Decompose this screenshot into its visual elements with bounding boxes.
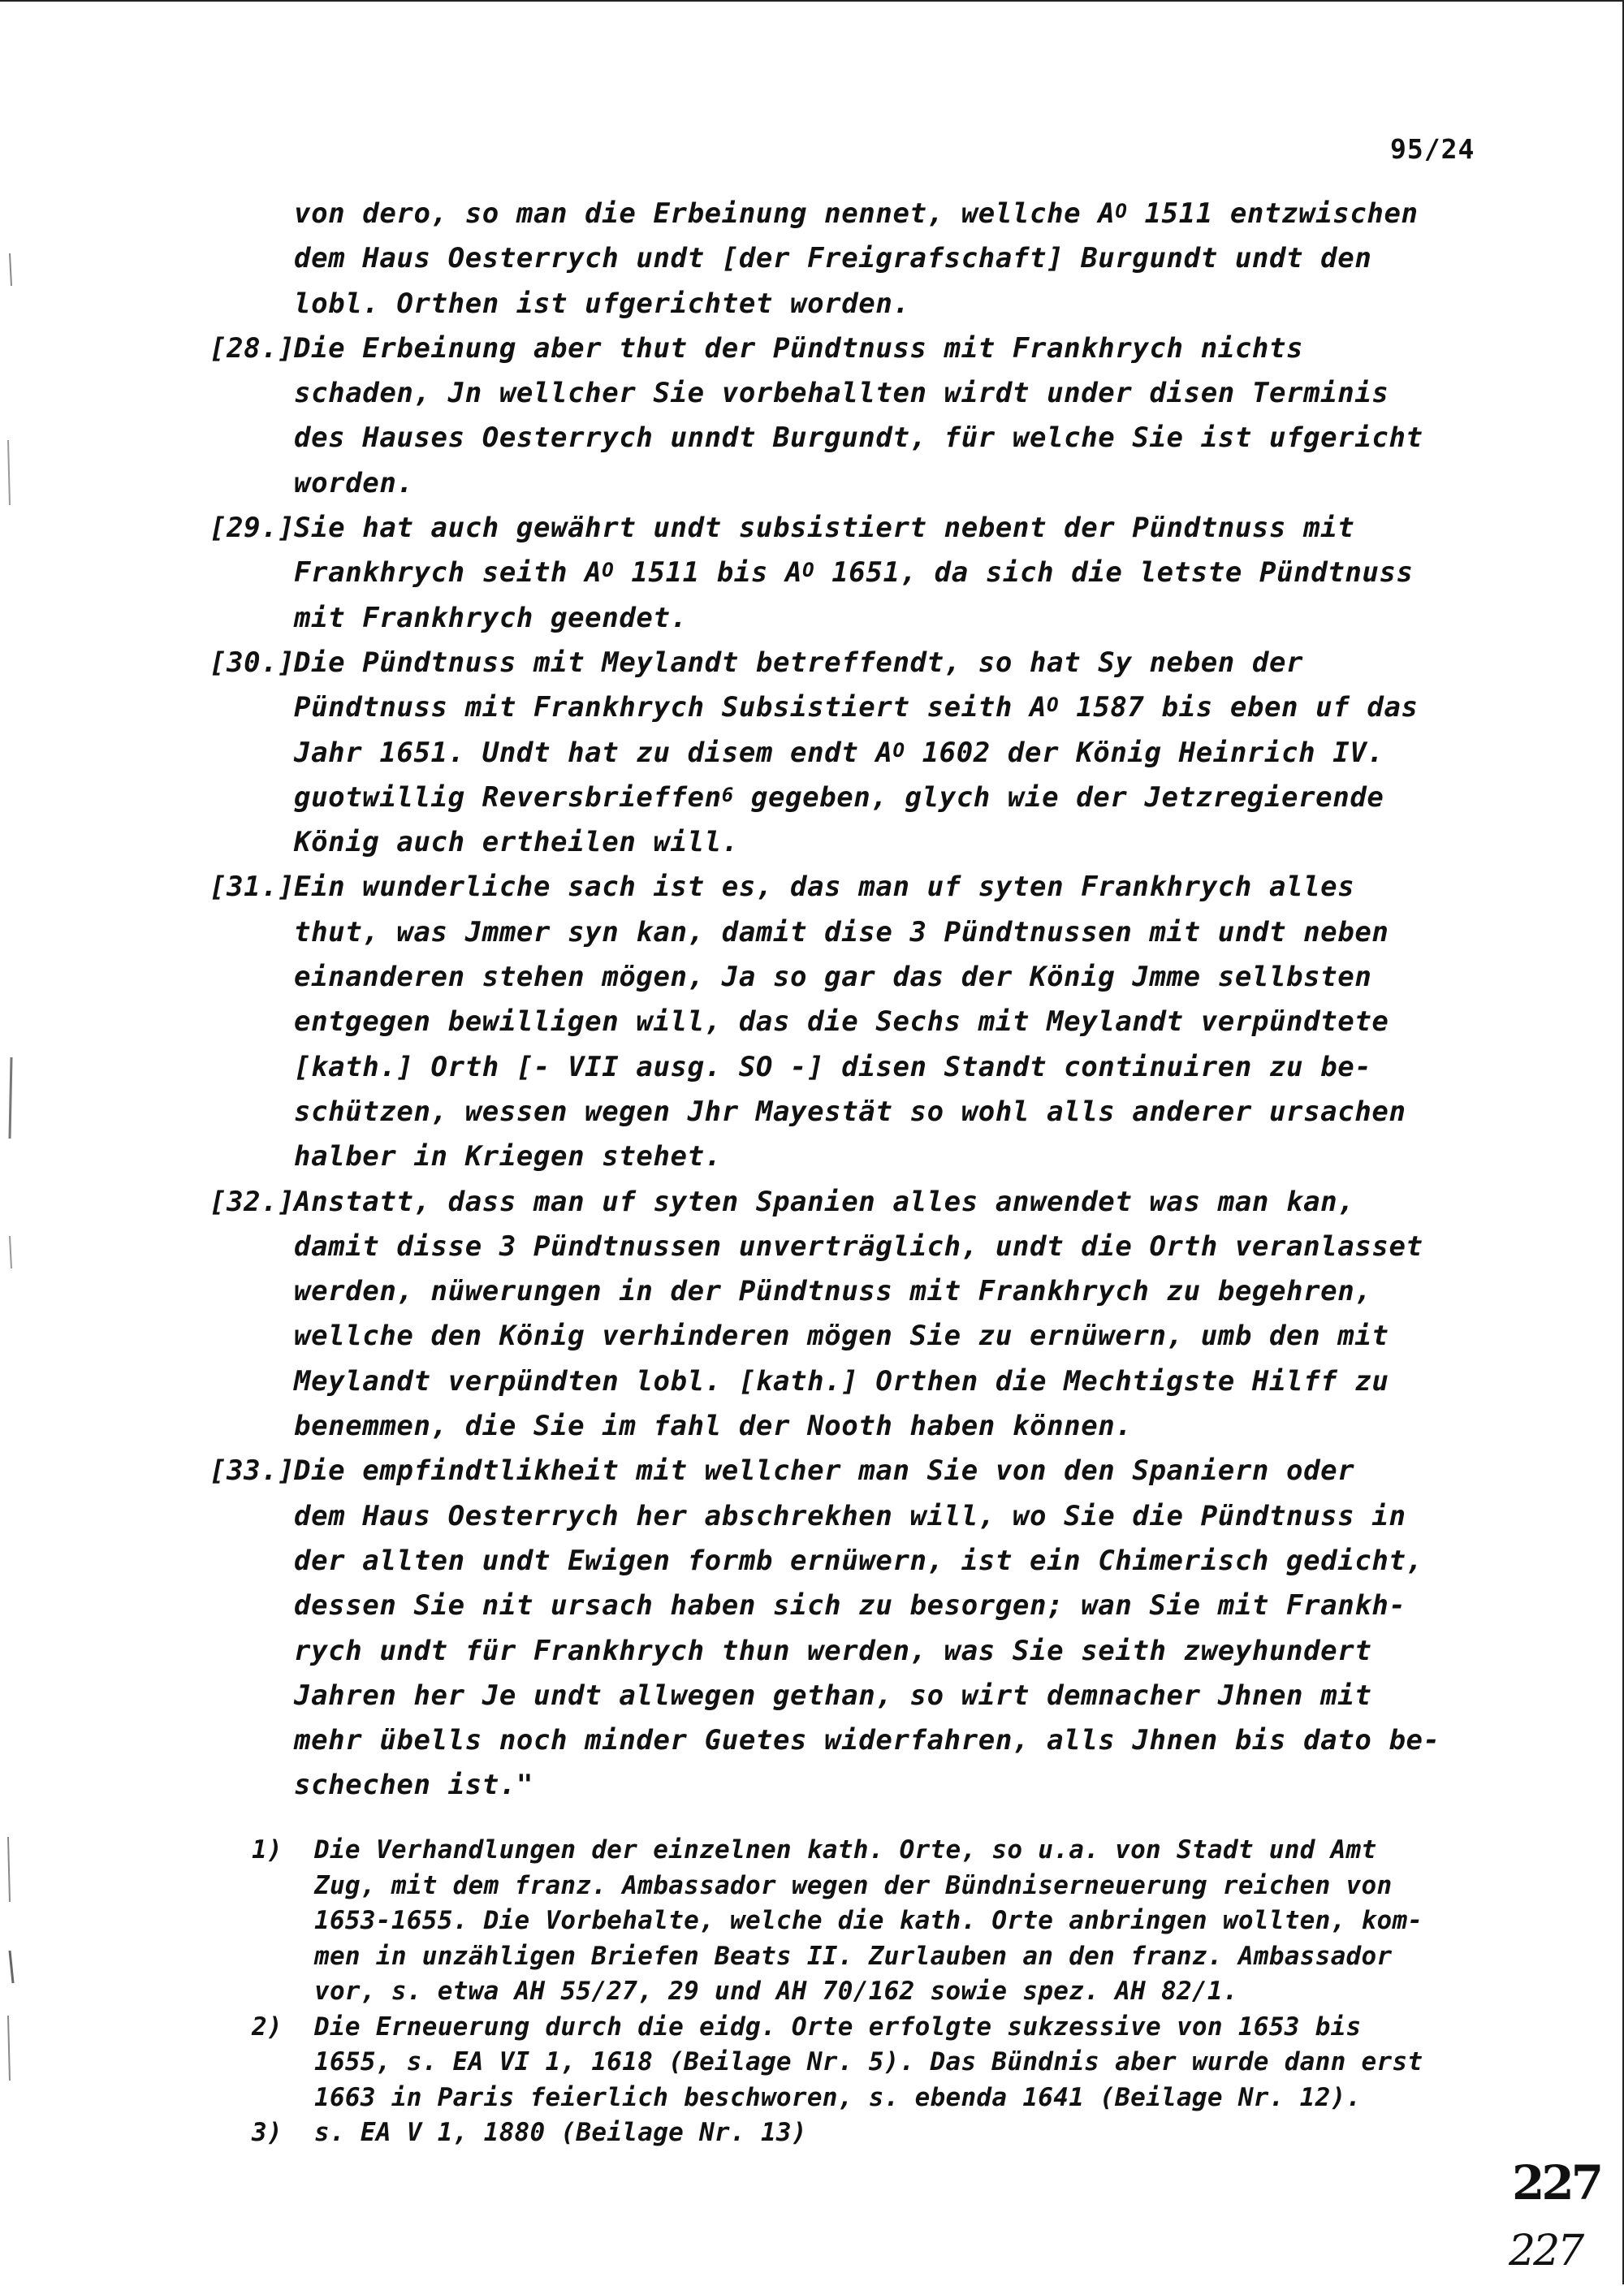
text-line: Pündtnuss mit Frankhrych Subsistiert seith $A^O$ 1587 bis eben uf das (294, 691, 1419, 724)
paragraph-number: [29.] (209, 512, 296, 545)
text-line: Jahren her Je undt allwegen gethan, so wirt demnacher Jhnen mit (294, 1679, 1372, 1712)
text-line: Sie hat auch gewährt undt subsistiert nebent der Pündtnuss mit (294, 512, 1355, 545)
paragraph-30 (209, 641, 1518, 865)
paragraph-number: [30.] (209, 646, 296, 679)
text-line: mit Frankhrych geendet. (294, 601, 688, 634)
text-line: mehr übells noch minder Guetes widerfahren, alls Jhnen bis dato be- (294, 1724, 1440, 1757)
footnote-line: s. EA V 1, 1880 (Beilage Nr. 13) (314, 2118, 807, 2147)
footnotes (252, 1833, 1527, 2151)
footnote-line: 1663 in Paris feierlich beschworen, s. ebenda 1641 (Beilage Nr. 12). (314, 2082, 1362, 2112)
text-line: einanderen stehen mögen, Ja so gar das der König Jmme sellbsten (294, 961, 1372, 994)
paragraph-number: [28.] (209, 331, 296, 365)
text-line: werden, nüwerungen in der Pündtnuss mit Frankhrych zu begehren, (294, 1275, 1372, 1308)
text-line: schechen ist." (294, 1769, 533, 1802)
paragraph-number: [31.] (209, 871, 296, 904)
text-line: dessen Sie nit ursach haben sich zu besorgen; wan Sie mit Frankh- (294, 1589, 1406, 1623)
text-line: halber in Kriegen stehet. (294, 1140, 722, 1173)
footnote-line: 1655, s. EA VI 1, 1618 (Beilage Nr. 5). Das Bündnis aber wurde dann erst (314, 2047, 1423, 2076)
footnote-ref: 6 (721, 783, 734, 806)
text-line: [kath.] Orth [- VII ausg. SO -] disen Standt continuiren zu be- (294, 1050, 1372, 1083)
text-line: lobl. Orthen ist ufgerichtet worden. (294, 287, 910, 320)
paragraph-number: [33.] (209, 1454, 296, 1488)
footnote-line: men in unzähligen Briefen Beats II. Zurlauben an den franz. Ambassador (314, 1941, 1393, 1971)
footnote-2 (252, 2010, 1527, 2116)
footnote-number: 3) (252, 2118, 283, 2147)
text-line: Die empfindtlikheit mit wellcher man Sie von den Spaniern oder (294, 1454, 1355, 1488)
text-line: Ein wunderliche sach ist es, das man uf syten Frankhrych alles (294, 871, 1355, 904)
text-line: rych undt für Frankhrych thun werden, was Sie seith zweyhundert (294, 1634, 1372, 1667)
footnote-3 (252, 2115, 1527, 2151)
text-line: des Hauses Oesterrych unndt Burgundt, für welche Sie ist ufgericht (294, 421, 1423, 455)
text-line: Die Erbeinung aber thut der Pündtnuss mit Frankhrych nichts (294, 331, 1304, 365)
paragraph-31 (209, 865, 1518, 1179)
paragraph-number: [32.] (209, 1185, 296, 1218)
footnote-1 (252, 1833, 1527, 2010)
text-line: guotwillig Reversbrieffen$^6$ gegeben, glych wie der Jetzregierende (294, 780, 1384, 814)
paragraph-28 (209, 326, 1518, 506)
footnote-number: 1) (252, 1835, 283, 1865)
text-line: dem Haus Oesterrych her abschrekhen will, wo Sie die Pündtnuss in (294, 1499, 1406, 1532)
page-reference: 95/24 (1390, 133, 1475, 165)
text-line: entgegen bewilligen will, das die Sechs mit Meylandt verpündtete (294, 1005, 1389, 1039)
footnote-line: Die Verhandlungen der einzelnen kath. Orte, so u.a. von Stadt und Amt (314, 1835, 1377, 1865)
paragraph-29 (209, 506, 1518, 641)
footnote-line: Zug, mit dem franz. Ambassador wegen der Bündniserneuerung reichen von (314, 1870, 1393, 1900)
footnote-number: 2) (252, 2012, 283, 2042)
text-line: worden. (294, 466, 414, 499)
text-line: schaden, Jn wellcher Sie vorbehallten wirdt under disen Terminis (294, 377, 1389, 410)
main-text (209, 192, 1518, 1808)
text-line: dem Haus Oesterrych undt [der Freigrafschaft] Burgundt undt den (294, 242, 1372, 275)
footnote-line: vor, s. etwa AH 55/27, 29 und AH 70/162 sowie spez. AH 82/1. (314, 1977, 1238, 2006)
text-line: schützen, wessen wegen Jhr Mayestät so wohl alls anderer ursachen (294, 1095, 1406, 1128)
text-line: der allten undt Ewigen formb ernüwern, ist ein Chimerisch gedicht, (294, 1544, 1423, 1577)
text-line: Anstatt, dass man uf syten Spanien alles anwendet was man kan, (294, 1185, 1355, 1218)
text-line: benemmen, die Sie im fahl der Nooth haben können. (294, 1410, 1133, 1443)
footnote-line: Die Erneuerung durch die eidg. Orte erfolgte sukzessive von 1653 bis (314, 2012, 1362, 2042)
text-line: Meylandt verpündten lobl. [kath.] Orthen die Mechtigste Hilff zu (294, 1364, 1389, 1398)
text-line: thut, was Jmmer syn kan, damit dise 3 Pündtnussen mit undt neben (294, 915, 1389, 949)
handwritten-page-number: 227 (1509, 2227, 1583, 2275)
paragraph-32 (209, 1180, 1518, 1450)
text-line: Frankhrych seith $A^O$ 1511 bis $A^O$ 1651, da sich die letste Pündtnuss (294, 556, 1414, 590)
text-line: von dero, so man die Erbeinung nennet, wellche $A^O$ 1511 entzwischen (294, 197, 1419, 230)
footnote-line: 1653-1655. Die Vorbehalte, welche die kath. Orte anbringen wollten, kom- (314, 1906, 1423, 1935)
page-number-stamp: 227 (1512, 2155, 1601, 2210)
text-line: Jahr 1651. Undt hat zu disem endt $A^O$ 1602 der König Heinrich IV. (294, 736, 1384, 769)
text-line: wellche den König verhinderen mögen Sie zu ernüwern, umb den mit (294, 1320, 1389, 1353)
text-line: König auch ertheilen will. (294, 826, 739, 859)
paragraph-33 (209, 1449, 1518, 1808)
scan-edge-marks (0, 2, 32, 2286)
text-line: Die Pündtnuss mit Meylandt betreffendt, so hat Sy neben der (294, 646, 1304, 679)
intro-paragraph (252, 192, 1518, 326)
text-line: damit disse 3 Pündtnussen unverträglich, undt die Orth veranlasset (294, 1229, 1423, 1263)
